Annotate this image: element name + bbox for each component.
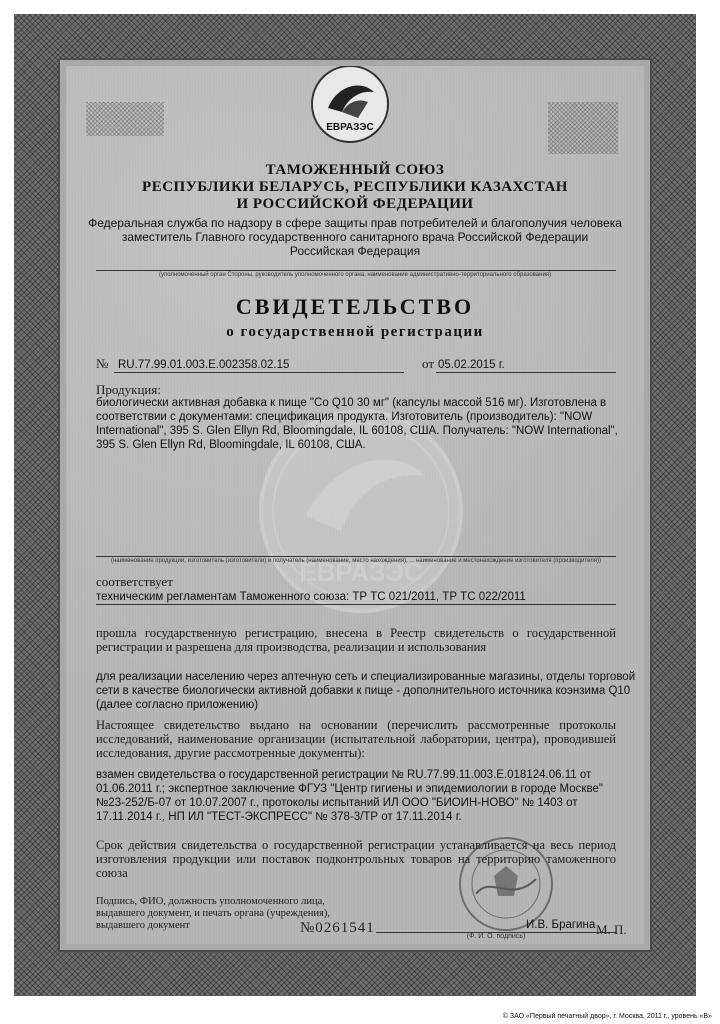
validity-statement: Срок действия свидетельства о государственной регистрации устанавливается на весь период изготовления продукции или поставок подконтрольных товаров на территорию таможенного союза xyxy=(96,838,616,880)
issuing-body-line-2: заместитель Главного государственного санитарного врача Российской Федерации xyxy=(121,230,589,244)
stamp-place-mark: М. П. xyxy=(596,922,627,937)
date-label: от xyxy=(422,356,435,371)
signature-label-line: Подпись, ФИО, должность уполномоченного лица, xyxy=(96,896,325,907)
watermark-text: ЕВРАЗЭС xyxy=(299,557,423,587)
header-line-3: И РОССИЙСКОЙ ФЕДЕРАЦИИ xyxy=(236,196,474,212)
date-rule xyxy=(436,372,616,373)
certificate-page xyxy=(66,66,644,944)
number-rule xyxy=(114,372,404,373)
product-caption: (наименование продукции, изготовитель (изготовители) и получатель (наименование, место нахождения), ... наименование и местонахождение изготовителя (производителя)) xyxy=(110,558,602,564)
signature-label-line: выдавшего документ xyxy=(96,920,190,931)
issuing-body-line-3: Российская Федерация xyxy=(289,244,421,258)
printer-footnote: © ЗАО «Первый печатный двор», г. Москва, 2011 г., уровень «В» xyxy=(502,1013,712,1020)
product-line: 395 S. Glen Ellyn Rd, Bloomingdale, IL 60108, США. xyxy=(96,439,366,451)
number-label: № xyxy=(96,356,109,371)
issuing-body-line-1: Федеральная служба по надзору в сфере защиты прав потребителей и благополучия человека xyxy=(88,216,622,230)
usage-line: сети в качестве биологически активной добавки к пище - дополнительного источника коэнзима Q10 xyxy=(96,685,631,697)
registration-number: RU.77.99.01.003.E.002358.02.15 xyxy=(118,359,290,371)
logo-text: ЕВРАЗЭС xyxy=(326,122,374,133)
border-guilloche xyxy=(14,14,696,996)
basis-line: 01.06.2011 г.; экспертное заключение ФГУЗ "Центр гигиены и эпидемиологии в городе Москве" xyxy=(96,783,603,795)
usage-line: (далее согласно приложению) xyxy=(96,699,259,711)
header-line-2: РЕСПУБЛИКИ БЕЛАРУСЬ, РЕСПУБЛИКИ КАЗАХСТАН xyxy=(142,179,568,195)
usage-line: для реализации населению через аптечную сеть и специализированные магазины, отделы торговой xyxy=(96,671,636,683)
signatory-name: И.В. Брагина xyxy=(526,919,596,931)
registration-date: 05.02.2015 г. xyxy=(438,359,505,371)
signature-caption: (Ф. И. О. подпись) xyxy=(466,933,526,940)
conformity-label: соответствует xyxy=(96,574,173,589)
basis-statement: Настоящее свидетельство выдано на основании (перечислить рассмотренные протоколы исследований, наименование организации (испытательной лаборатории, центра), проводившей исследования, другие рассмотренные документы): xyxy=(96,718,616,760)
document-subtitle: о государственной регистрации xyxy=(226,324,484,340)
hatch-pattern-right xyxy=(548,102,618,154)
basis-line: №23-252/Б-07 от 10.07.2007 г., протоколы испытаний ИЛ ООО "БИОИН-НОВО" № 1403 от xyxy=(96,797,578,809)
product-label: Продукция: xyxy=(96,382,161,397)
product-line: International", 395 S. Glen Ellyn Rd, Bloomingdale, IL 60108, США. Получатель: "NOW International", xyxy=(96,425,618,437)
form-number: №0261541 xyxy=(300,920,375,936)
basis-line: 17.11.2014 г., НП ИЛ "ТЕСТ-ЭКСПРЕСС" № 378-3/ТР от 17.11.2014 г. xyxy=(96,811,462,823)
document-title: СВИДЕТЕЛЬСТВО xyxy=(235,294,475,319)
org-caption: (уполномоченный орган Стороны, руководитель уполномоченного органа, наименование административно-территориального образования) xyxy=(158,272,552,278)
conformity-rule xyxy=(96,604,616,605)
product-line: соответствии с документами: спецификация продукта. Изготовитель (производитель): "NOW xyxy=(96,411,593,423)
signature-label-line: выдавшего документ, и печать органа (учреждения), xyxy=(96,908,330,919)
hatch-pattern-left xyxy=(86,102,164,136)
header-line-1: ТАМОЖЕННЫЙ СОЮЗ xyxy=(265,162,445,178)
registry-statement: прошла государственную регистрацию, внесена в Реестр свидетельств о государственной регистрации и разрешена для производства, реализации и использования xyxy=(96,626,616,654)
product-line: биологически активная добавка к пище "Co Q10 30 мг" (капсулы массой 516 мг). Изготовлена в xyxy=(96,397,607,409)
evrazes-logo xyxy=(308,66,392,146)
conformity-value: техническим регламентам Таможенного союза: ТР ТС 021/2011, ТР ТС 022/2011 xyxy=(96,591,526,603)
basis-line: взамен свидетельства о государственной регистрации № RU.77.99.11.003.E.018124.06.11 от xyxy=(96,769,592,781)
document-frame xyxy=(58,58,652,952)
